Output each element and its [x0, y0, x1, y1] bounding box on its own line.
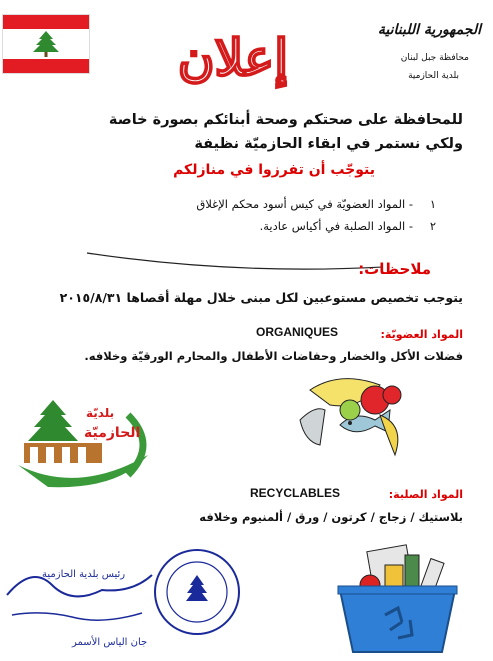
- recyclable-title-fr: RECYCLABLES: [250, 486, 341, 500]
- official-stamp: [150, 545, 245, 640]
- logo-text-2: الحازميّة: [84, 425, 141, 441]
- recycling-bin-illustration: [330, 540, 465, 655]
- intro-line-1: للمحافظة على صحتكم وصحة أبنائكم بصورة خاصة: [108, 112, 463, 128]
- item-text: المواد الصلبة في أكياس عادية.: [259, 219, 406, 233]
- signature-title: رئيس بلدية الحازمية: [42, 569, 126, 580]
- list-item: ٢- المواد الصلبة في أكياس عادية.: [33, 219, 453, 233]
- municipality-label: بلدية الحازمية: [408, 71, 459, 81]
- organic-description: فضلات الأكل والخضار وحفاضات الأطفال والمحارم الورقيّة وخلافه.: [84, 349, 463, 363]
- signature: [2, 555, 162, 655]
- organic-title-ar: المواد العضويّة:: [380, 328, 463, 341]
- governorate-label: محافظة جبل لبنان: [400, 53, 469, 63]
- sorting-instruction: يتوجّب أن تفرزوا في منازلكم: [173, 162, 375, 178]
- item-text: المواد العضويّة في كيس أسود محكم الإغلاق: [196, 197, 406, 211]
- intro-line-2: ولكي نستمر في ابقاء الحازميّة نظيفة: [194, 136, 463, 152]
- organic-waste-illustration: [280, 370, 420, 465]
- item-number: ١: [429, 197, 437, 211]
- announcement-title: إعلان: [177, 28, 289, 87]
- lebanon-flag: [2, 14, 90, 74]
- logo-text-1: بلديّة: [86, 406, 115, 420]
- notes-text: يتوجب تخصيص مستوعبين لكل مبنى خلال مهلة أقصاها ٢٠١٥/٨/٣١: [59, 290, 463, 305]
- organic-title-fr: ORGANIQUES: [256, 325, 339, 339]
- notes-heading: ملاحظات:: [358, 260, 431, 278]
- list-item: ١- المواد العضويّة في كيس أسود محكم الإغلاق: [33, 197, 453, 211]
- item-number: ٢: [429, 219, 437, 233]
- signature-name: جان الياس الأسمر: [72, 637, 148, 648]
- cedar-icon: [31, 30, 61, 58]
- decorative-swoosh: [85, 245, 385, 275]
- republic-header: الجمهورية اللبنانية: [377, 22, 481, 38]
- recyclable-title-ar: المواد الصلبة:: [388, 488, 463, 501]
- municipality-logo: [8, 395, 158, 495]
- recyclable-description: بلاستيك / زجاج / كرتون / ورق / ألمنيوم وخلافه: [199, 510, 463, 524]
